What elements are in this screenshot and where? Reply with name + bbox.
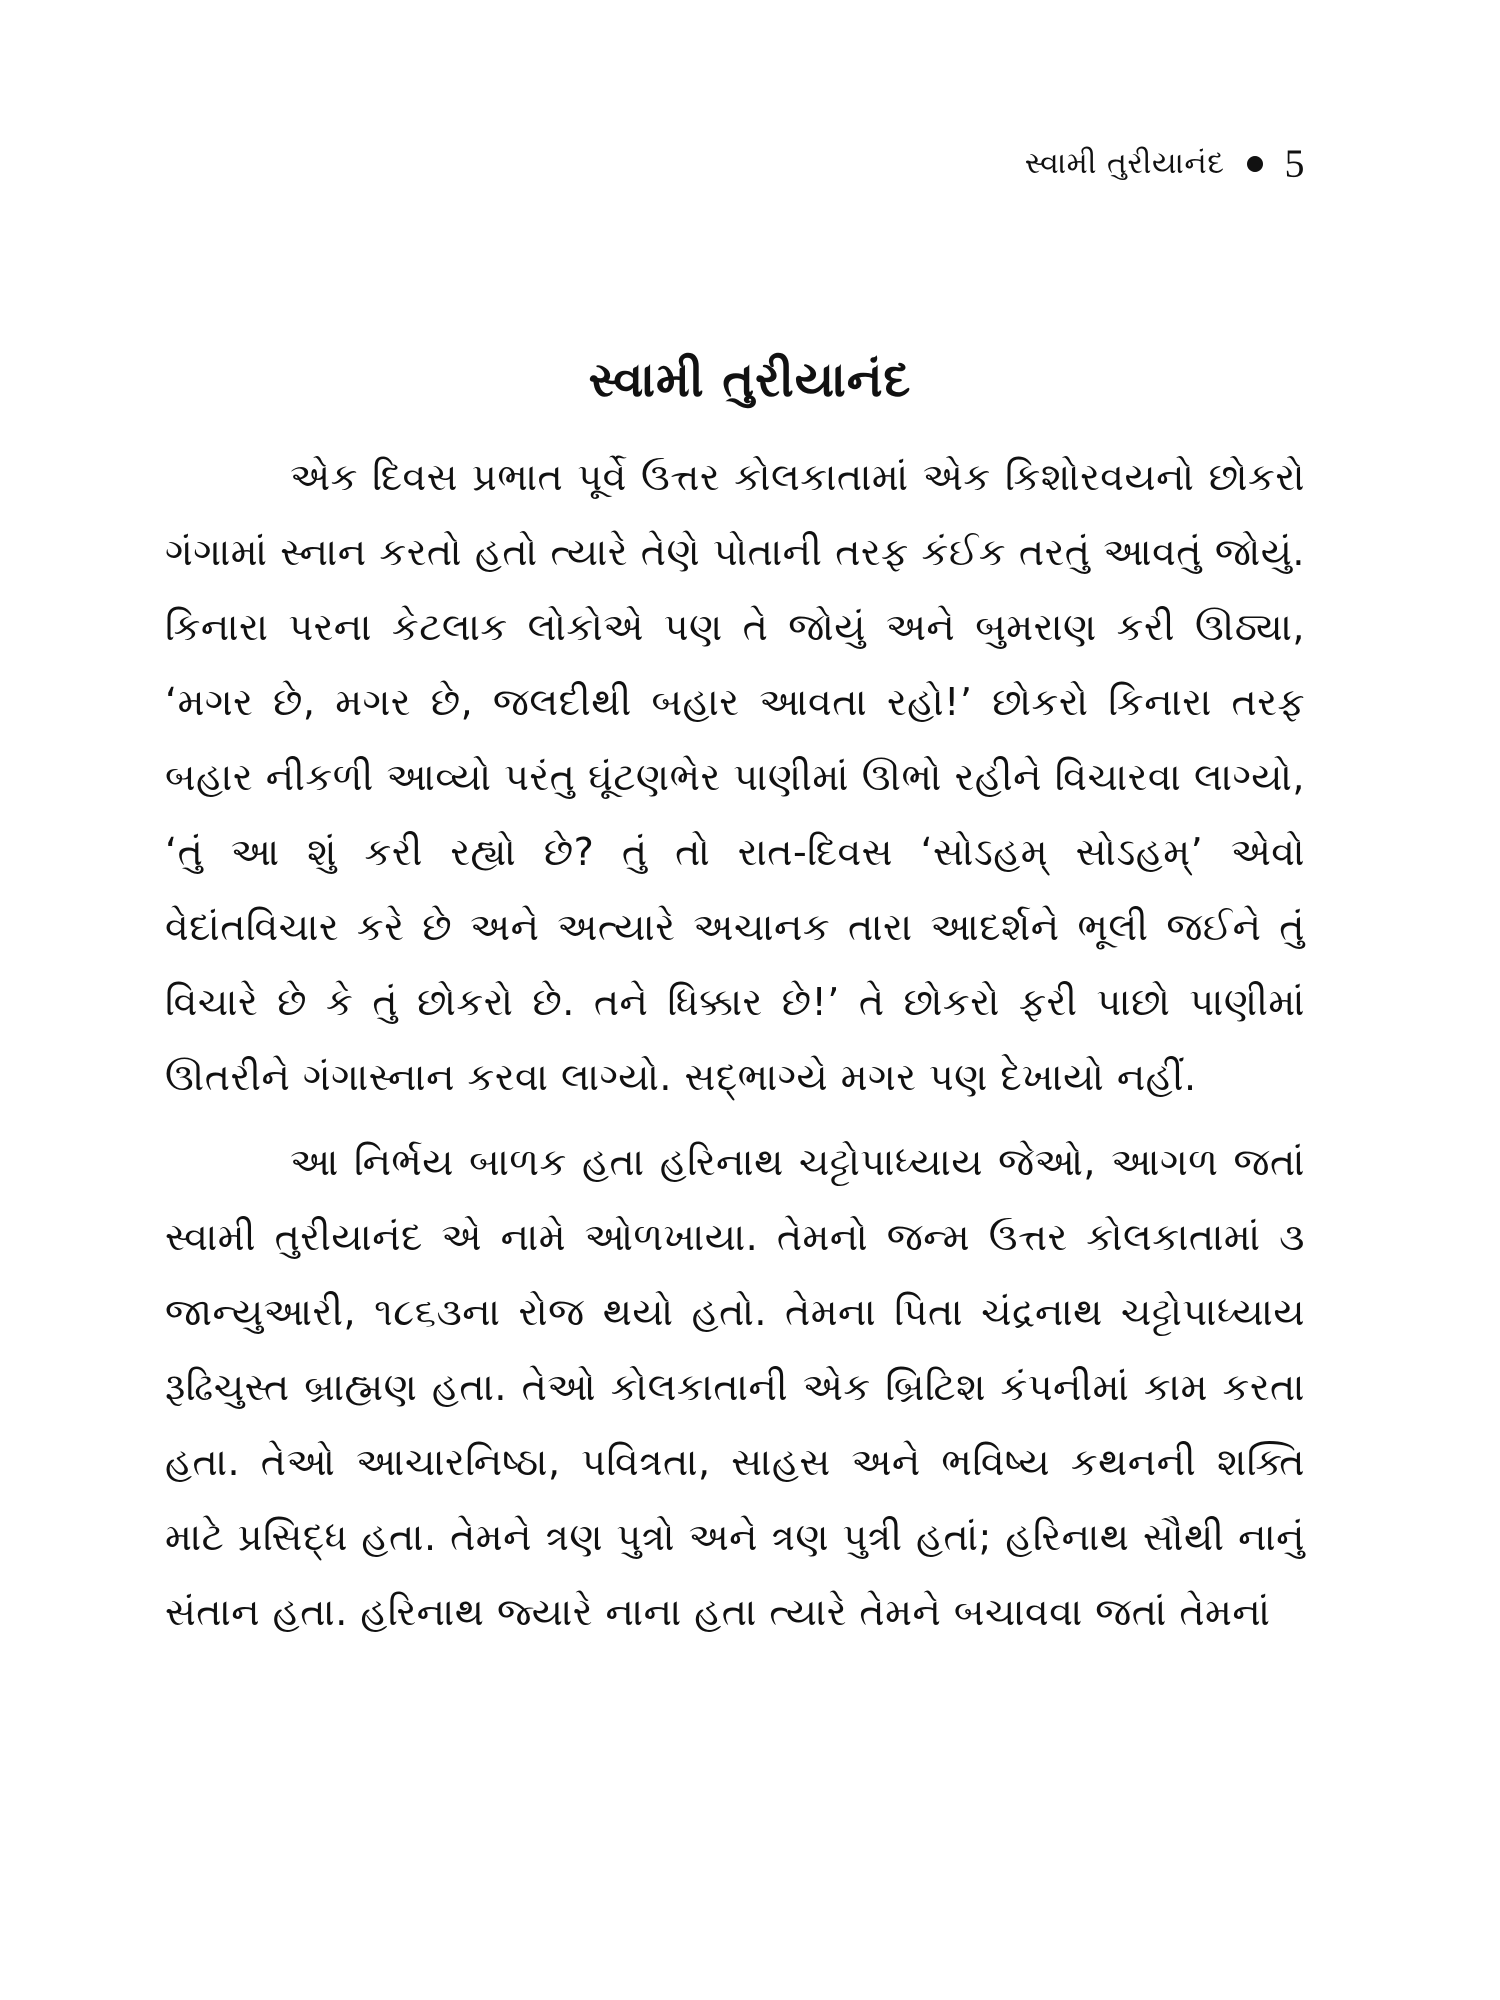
body-text	[165, 440, 1305, 1650]
chapter-title: સ્વામી તુરીયાનંદ	[588, 352, 912, 408]
paragraph: આ નિર્ભય બાળક હતા હરિનાથ ચટ્ટોપાધ્યાય જેઓ, આગળ જતાં સ્વામી તુરીયાનંદ એ નામે ઓળખાયા. તેમનો જન્મ ઉત્તર કોલકાતામાં ૩ જાન્યુઆરી, ૧૮૬૩ના રોજ થયો હતો. તેમના પિતા ચંદ્રનાથ ચટ્ટોપાધ્યાય રૂઢિચુસ્ત બ્રાહ્મણ હતા. તેઓ કોલકાતાની એક બ્રિટિશ કંપનીમાં કામ કરતા હતા. તેઓ આચારનિષ્ઠા, પવિત્રતા, સાહસ અને ભવિષ્ય કથનની શક્તિ માટે પ્રસિદ્ધ હતા. તેમને ત્રણ પુત્રો અને ત્રણ પુત્રી હતાં; હરિનાથ સૌથી નાનું સંતાન હતા. હરિનાથ જ્યારે નાના હતા ત્યારે તેમને બચાવવા જતાં તેમનાં	[165, 1140, 1305, 1634]
running-title: સ્વામી તુરીયાનંદ	[1024, 146, 1225, 181]
paragraph: એક દિવસ પ્રભાત પૂર્વે ઉત્તર કોલકાતામાં એક કિશોરવયનો છોકરો ગંગામાં સ્નાન કરતો હતો ત્યારે તેણે પોતાની તરફ કંઈક તરતું આવતું જોયું. કિનારા પરના કેટલાક લોકોએ પણ તે જોયું અને બુમરાણ કરી ઊઠ્યા, ‘મગર છે, મગર છે, જલદીથી બહાર આવતા રહો!’ છોકરો કિનારા તરફ બહાર નીકળી આવ્યો પરંતુ ઘૂંટણભેર પાણીમાં ઊભો રહીને વિચારવા લાગ્યો, ‘તું આ શું કરી રહ્યો છે? તું તો રાત-દિવસ ‘સોઽહમ્ સોઽહમ્’ એવો વેદાંતવિચાર કરે છે અને અત્યારે અચાનક તારા આદર્શને ભૂલી જઈને તું વિચારે છે કે તું છોકરો છે. તને ધિક્કાર છે!’ તે છોકરો ફરી પાછો પાણીમાં ઊતરીને ગંગાસ્નાન કરવા લાગ્યો. સદ્‌ભાગ્યે મગર પણ દેખાયો નહીં.	[165, 455, 1305, 1099]
running-header	[1025, 140, 1305, 187]
page-number: 5	[1284, 141, 1305, 186]
bullet-icon	[1247, 156, 1263, 172]
